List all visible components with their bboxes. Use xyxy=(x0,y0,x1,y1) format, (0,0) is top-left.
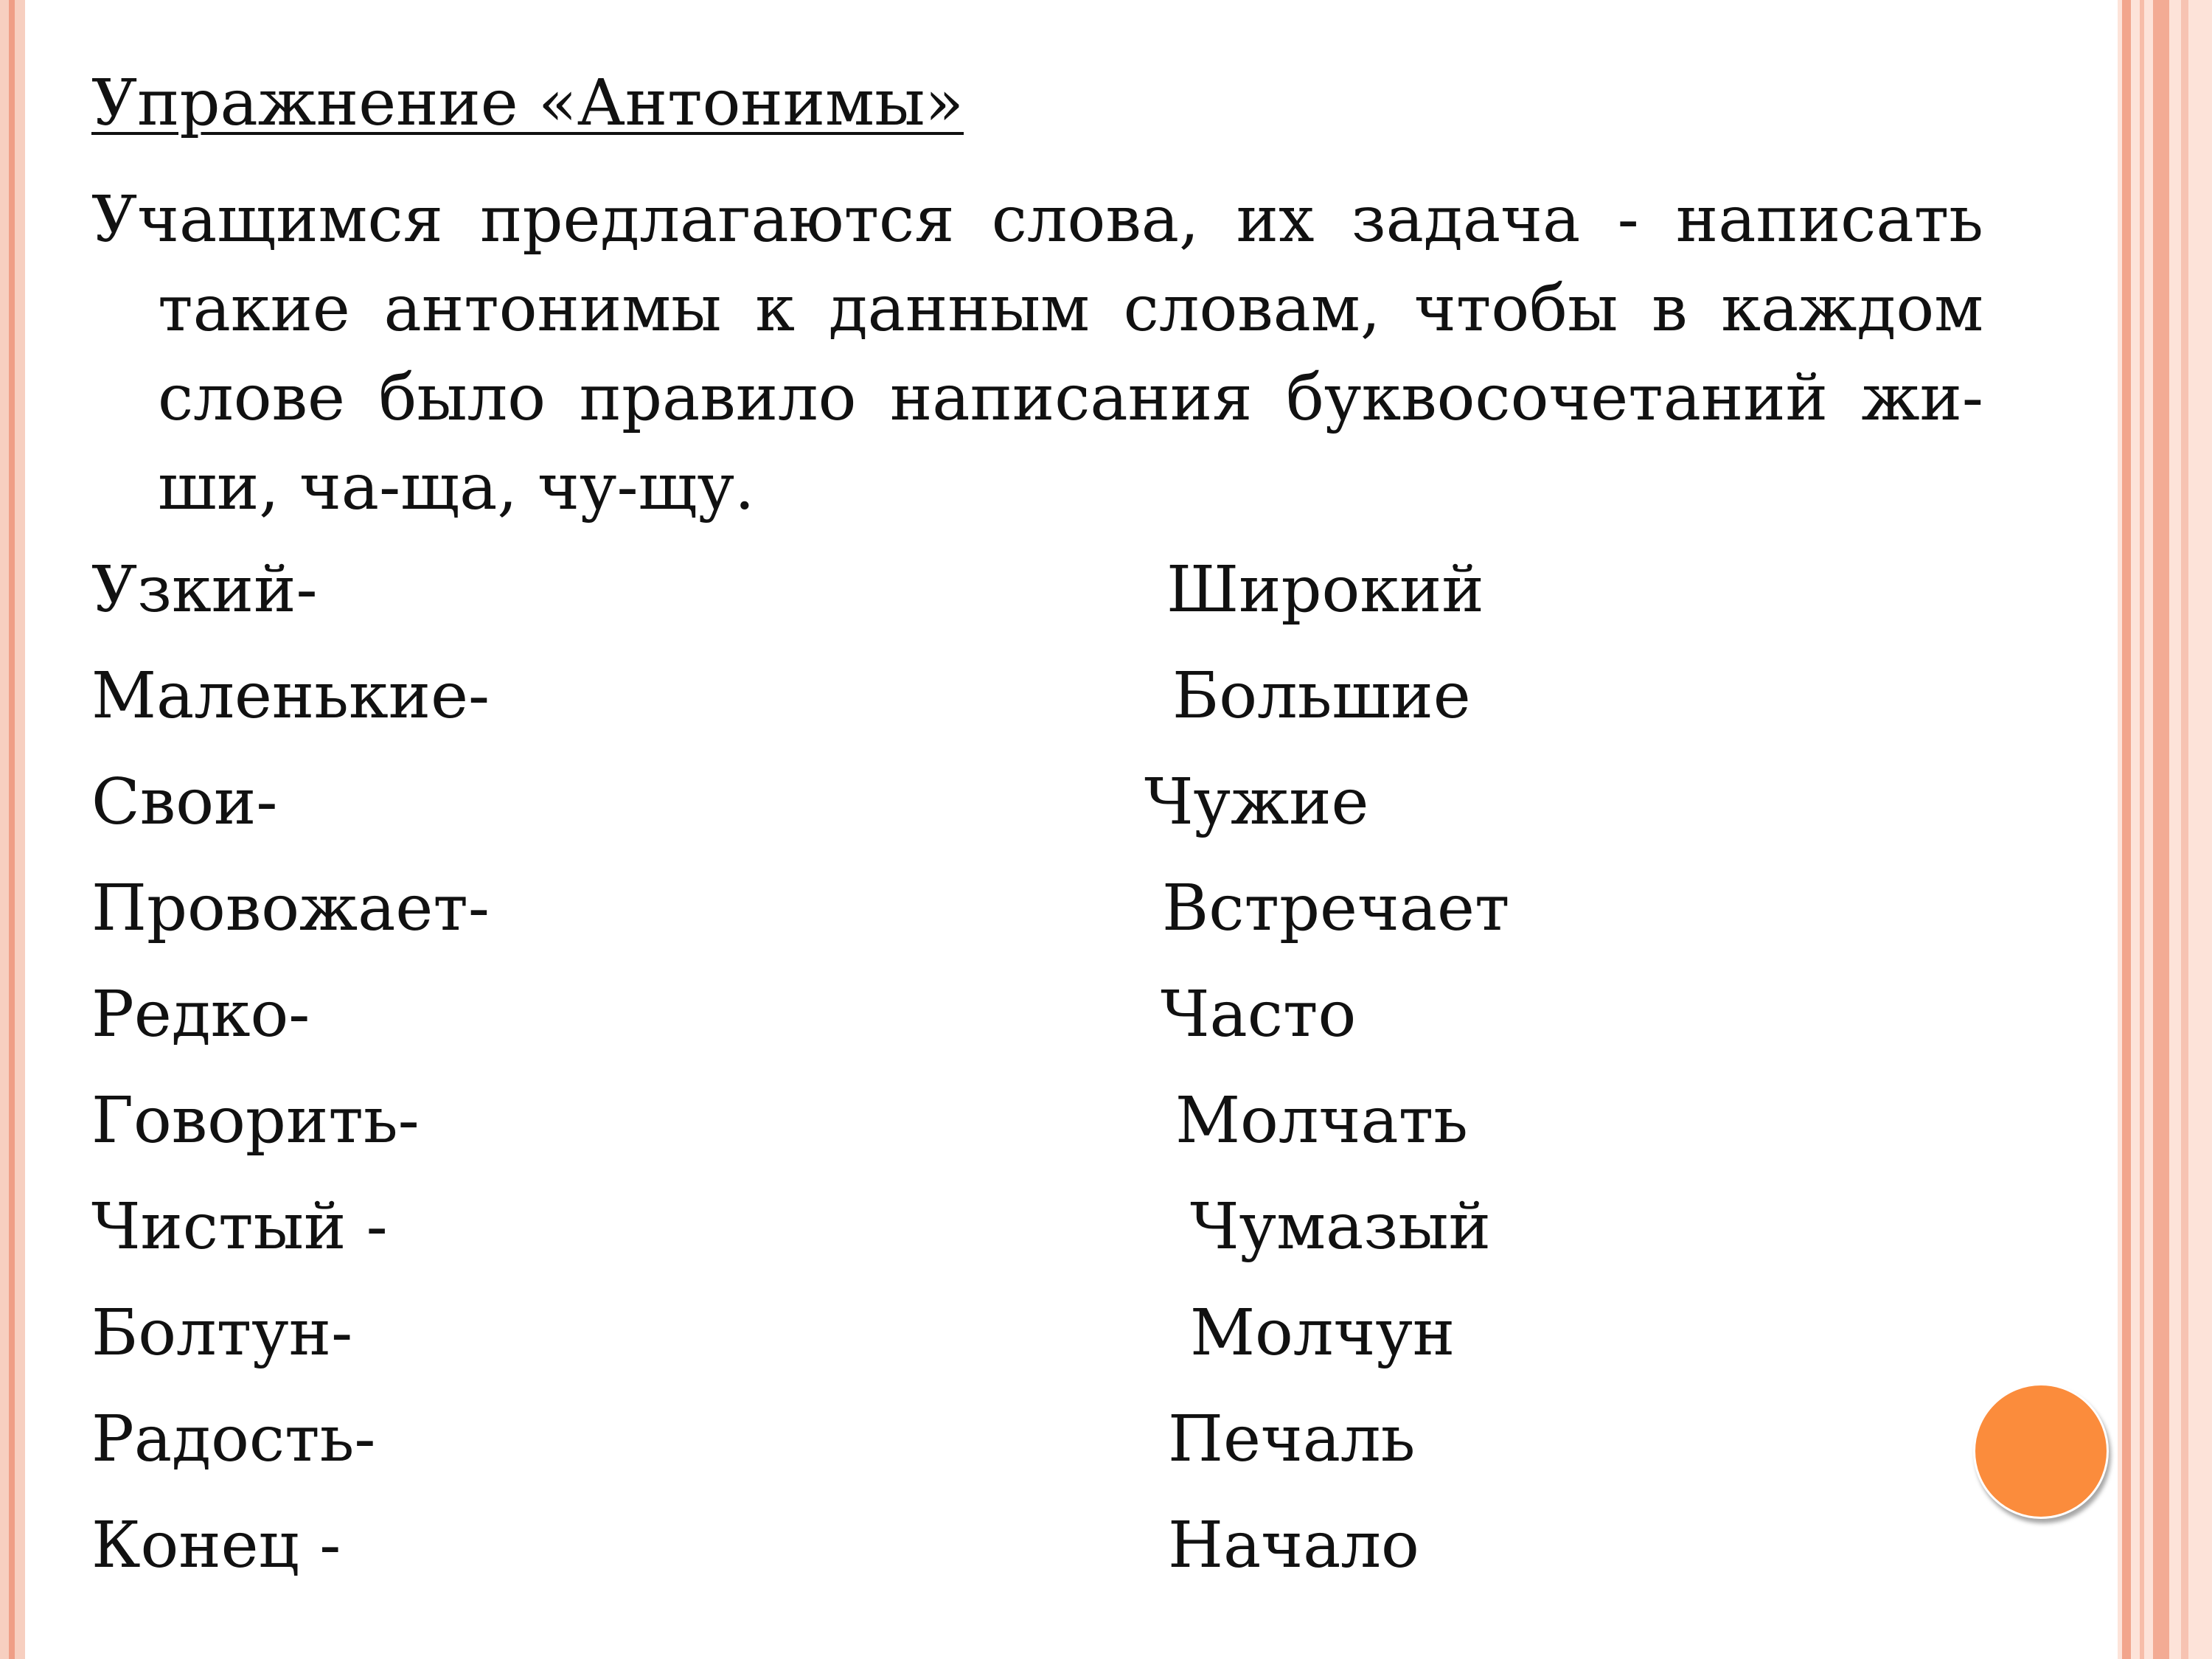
pair-antonym: Встречает xyxy=(1162,872,1510,945)
pair-word: Конец - xyxy=(91,1509,341,1582)
pair-word: Провожает- xyxy=(91,872,490,945)
pair-antonym: Печаль xyxy=(1168,1402,1416,1476)
pair-antonym: Большие xyxy=(1172,659,1471,733)
pair-antonym: Широкий xyxy=(1166,553,1484,627)
pair-word: Чистый - xyxy=(91,1190,388,1264)
pair-antonym: Молчун xyxy=(1190,1296,1455,1370)
pair-antonym: Начало xyxy=(1168,1509,1419,1582)
pair-antonym: Молчать xyxy=(1175,1084,1468,1158)
pair-word: Говорить- xyxy=(91,1084,420,1158)
pair-word: Узкий- xyxy=(91,553,318,627)
pair-antonym: Чумазый xyxy=(1190,1190,1491,1264)
right-border-stripe xyxy=(2153,0,2169,1659)
right-border-stripe xyxy=(2181,0,2188,1659)
pair-antonym: Часто xyxy=(1161,978,1357,1051)
pair-word: Свои- xyxy=(91,765,278,839)
exercise-description: Учащимся предлагаются слова, их задача - написать такие антонимы к данным словам, чтобы в каждом слове было правило написания буквосочетаний жи-ши, ча-ща, чу-щу. xyxy=(91,183,1983,524)
pair-word: Болтун- xyxy=(91,1296,353,1370)
pair-word: Радость- xyxy=(91,1402,376,1476)
slide-heading: Упражнение «Антонимы» xyxy=(91,66,964,140)
orange-circle-decoration xyxy=(1973,1383,2109,1519)
pair-word: Редко- xyxy=(91,978,310,1051)
right-border-stripe xyxy=(2122,0,2131,1659)
right-border-stripe xyxy=(2140,0,2144,1659)
pair-antonym: Чужие xyxy=(1144,765,1369,839)
pair-word: Маленькие- xyxy=(91,659,490,733)
left-border-stripe xyxy=(9,0,15,1659)
